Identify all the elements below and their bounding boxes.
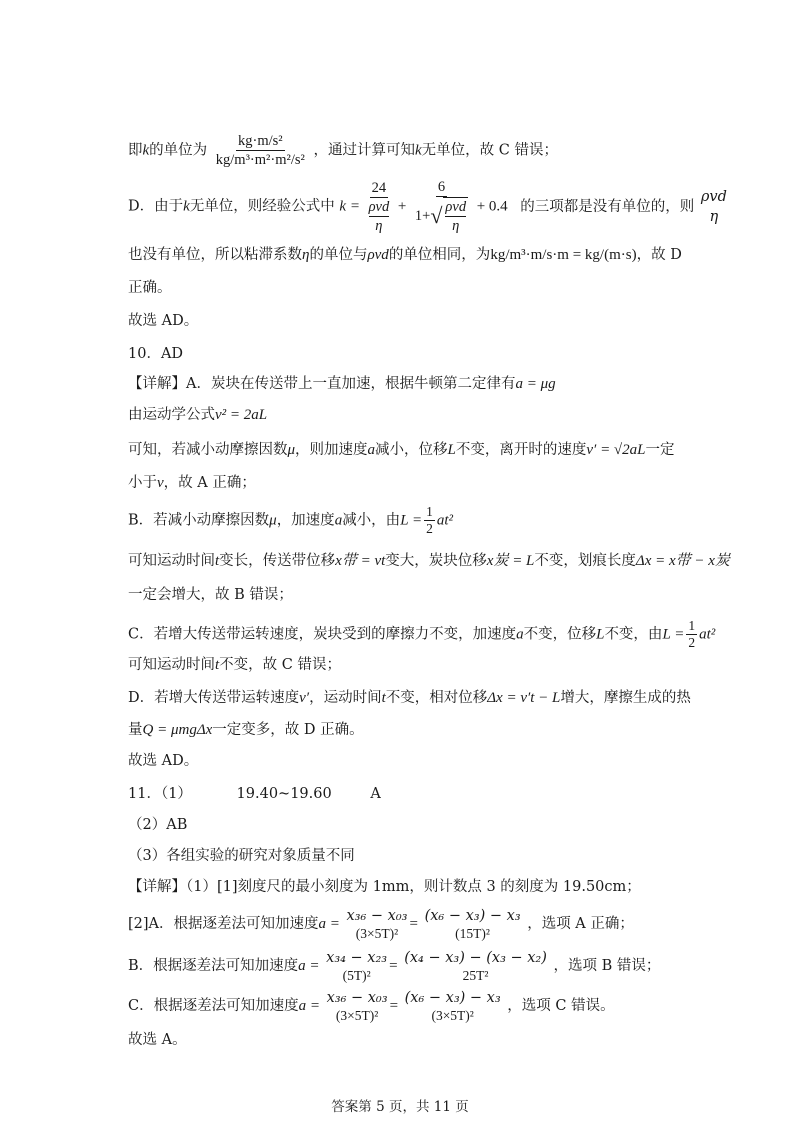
text: 的单位相同，为 <box>388 247 491 263</box>
sqrt-icon: √ <box>430 203 443 228</box>
fraction-numerator: (x₆ − x₃) − x₃ <box>424 908 521 924</box>
equation-l: L = <box>662 626 685 643</box>
fraction-denominator: 2 <box>426 521 433 536</box>
page-footer: 答案第 5 页，共 11 页 <box>331 1099 469 1115</box>
formula-term-1 <box>367 179 392 235</box>
line-choose-a: 故选 A。 <box>128 1032 187 1048</box>
var-a: a <box>334 512 343 529</box>
line-option-b <box>128 504 453 537</box>
line-option-a <box>128 440 675 460</box>
question-number: 11．（1） <box>128 786 192 802</box>
half-fraction <box>424 504 435 537</box>
equation: Q = μmgΔx <box>142 722 213 738</box>
formula-term-2 <box>413 178 470 235</box>
answer-choice: A <box>370 786 381 802</box>
var-a: a <box>367 442 376 458</box>
sqrt-content <box>443 197 468 235</box>
text: 一定 <box>645 442 675 458</box>
line-choose-ad: 故选 AD。 <box>128 313 199 329</box>
equation: x带 = vt <box>335 553 386 569</box>
text: 不变，相对位移 <box>385 690 488 706</box>
line-method-c <box>128 988 615 1024</box>
equation: x炭 = L <box>486 553 535 569</box>
equation: Δx = x带 − x炭 <box>635 553 730 569</box>
text: 增大，摩擦生成的热 <box>560 690 691 706</box>
line-viscosity-unit <box>128 245 682 265</box>
fraction-numerator: ρvd <box>700 188 727 205</box>
var-mu: μ <box>287 442 296 458</box>
var-mu: μ <box>269 512 277 529</box>
text: 变长，传送带位移 <box>219 553 336 569</box>
equals-sign: = <box>389 958 398 974</box>
line-option-c <box>128 618 715 651</box>
line-option-a-cont <box>128 473 256 493</box>
question-11-part-3: （3）各组实验的研究对象质量不同 <box>128 848 355 864</box>
var-t: t <box>215 553 220 569</box>
equation-at2: at² <box>699 626 716 643</box>
fraction-denominator: kg/m³·m²·m²/s² <box>215 152 305 168</box>
question-10-answer: 10．AD <box>128 346 184 362</box>
text: D．若增大传送带运转速度 <box>128 690 300 706</box>
var-v: v <box>157 475 164 491</box>
fraction-denominator: (3×5T)² <box>335 1008 379 1023</box>
fraction-numerator: 1 <box>426 504 433 519</box>
fraction-denominator: (5T)² <box>342 968 371 983</box>
text: 减小，位移 <box>375 442 448 458</box>
var-eta: η <box>302 247 310 263</box>
equation: a = μg <box>515 376 556 392</box>
fraction-denominator: 25T² <box>462 968 489 983</box>
rho-v-d: ρvd <box>445 199 467 215</box>
var-l: L <box>596 626 605 643</box>
text: 可知运动时间 <box>128 657 215 673</box>
fraction-numerator: 24 <box>371 179 387 196</box>
unit-expression: kg/m³·m/s·m = kg/(m·s) <box>490 247 637 263</box>
line-empirical-formula <box>128 178 729 235</box>
text: D．由于 <box>128 198 184 215</box>
fraction-denominator: (3×5T)² <box>355 926 399 941</box>
text: C．根据逐差法可知加速度 <box>128 998 299 1014</box>
text: 不变，由 <box>604 626 663 643</box>
line-method-a <box>128 906 634 942</box>
fraction-numerator: kg·m/s² <box>238 133 283 149</box>
fraction-1 <box>327 988 388 1024</box>
text: ，则加速度 <box>295 442 368 458</box>
text: 无单位，则经验公式中 <box>189 198 335 215</box>
var-t: t <box>215 657 220 673</box>
eta: η <box>452 218 460 234</box>
var-a: a = <box>298 958 320 974</box>
fraction-denominator: 2 <box>688 635 696 650</box>
text: 的单位与 <box>309 247 368 263</box>
fraction-1 <box>326 948 387 984</box>
fraction-2 <box>404 948 547 984</box>
var-a: a <box>516 626 524 643</box>
constant-term: + 0.4 <box>476 198 508 215</box>
text: 可知运动时间 <box>128 553 215 569</box>
dimensionless-group <box>701 187 727 227</box>
text: 变大，炭块位移 <box>385 553 487 569</box>
text: 一定变多，故 D 正确。 <box>212 722 364 738</box>
text: 量 <box>128 722 143 738</box>
equals-sign: = <box>389 998 399 1014</box>
var-k: k <box>183 198 190 215</box>
line-correct: 正确。 <box>128 280 172 296</box>
text: ，通过计算可知 <box>313 142 415 159</box>
line-choose-ad-2: 故选 AD。 <box>128 753 199 769</box>
line-option-c-cont <box>128 655 341 675</box>
var-l: L <box>447 442 456 458</box>
plus-sign: + <box>397 198 407 215</box>
line-method-b <box>128 948 660 984</box>
equals-sign: = <box>409 916 418 932</box>
var-rho-v-d: ρvd <box>367 247 389 263</box>
fraction-1 <box>347 906 408 942</box>
text: 无单位，故 C 错误； <box>421 142 558 159</box>
text: 的单位为 <box>149 142 208 159</box>
formula-k: k = <box>339 198 360 215</box>
equation-at2: at² <box>436 512 454 529</box>
fraction-2 <box>405 988 501 1024</box>
text: ，运动时间 <box>309 690 382 706</box>
text: 可知，若减小动摩擦因数 <box>128 442 288 458</box>
text: 减小，由 <box>342 512 401 529</box>
question-11-part-2: （2）AB <box>128 817 188 833</box>
line-option-d-cont <box>128 720 364 740</box>
half-fraction <box>686 618 697 651</box>
text: ，加速度 <box>276 512 335 529</box>
line-option-b-result: 一定会增大，故 B 错误； <box>128 587 293 603</box>
fraction-numerator: 6 <box>437 179 446 195</box>
text: ，选项 C 错误。 <box>507 998 615 1014</box>
fraction-denominator <box>367 198 392 235</box>
one-plus: 1+ <box>414 208 431 224</box>
text: 不变，离开时的速度 <box>455 442 587 458</box>
answer-range: 19.40~19.60 <box>236 786 332 802</box>
fraction-denominator: (15T)² <box>455 926 490 941</box>
var-a: a = <box>298 998 320 1014</box>
text: ，选项 A 正确； <box>527 916 634 932</box>
fraction-numerator: x₃₆ − x₀₃ <box>326 990 388 1006</box>
line-k-unit <box>128 132 558 169</box>
fraction-numerator: x₃₆ − x₀₃ <box>346 908 408 924</box>
text: [2]A．根据逐差法可知加速度 <box>128 916 319 932</box>
fraction-numerator: (x₄ − x₃) − (x₃ − x₂) <box>404 950 547 966</box>
var-a: a = <box>318 916 340 932</box>
text: B．根据逐差法可知加速度 <box>128 958 299 974</box>
fraction-numerator: (x₆ − x₃) − x₃ <box>404 990 501 1006</box>
question-11-part-1 <box>128 784 381 804</box>
fraction-denominator <box>413 197 470 235</box>
fraction-numerator: 1 <box>688 618 696 633</box>
text: 的三项都是没有单位的，则 <box>520 198 695 215</box>
equation: v′ = √2aL <box>586 442 646 458</box>
line-detail-scale: 【详解】（1）[1]刻度尺的最小刻度为 1mm，则计数点 3 的刻度为 19.50cm； <box>128 879 641 895</box>
var-t: t <box>381 690 386 706</box>
fraction-denominator: η <box>709 208 719 225</box>
text: 不变，故 C 错误； <box>219 657 341 673</box>
eta: η <box>375 217 383 234</box>
fraction-2 <box>425 906 521 942</box>
equation: v² = 2aL <box>215 407 268 423</box>
var-v-prime: v′ <box>299 690 310 706</box>
equation: Δx = v′t − L <box>487 690 561 706</box>
fraction-denominator: (3×5T)² <box>431 1008 474 1023</box>
text: 由运动学公式 <box>128 407 215 423</box>
text: ，故 D <box>636 247 682 263</box>
text: B．若减小动摩擦因数 <box>128 512 270 529</box>
text: 也没有单位，所以粘滞系数 <box>128 247 302 263</box>
var-k: k <box>142 142 150 159</box>
text: 【详解】A．炭块在传送带上一直加速，根据牛顿第二定律有 <box>128 376 516 392</box>
text: 小于 <box>128 475 157 491</box>
line-option-b-cont <box>128 551 730 571</box>
rho-v-d: ρvd <box>368 198 390 215</box>
text: 不变，位移 <box>523 626 597 643</box>
unit-fraction <box>214 132 307 169</box>
line-option-d <box>128 688 691 708</box>
text: C．若增大传送带运转速度，炭块受到的摩擦力不变，加速度 <box>128 626 517 643</box>
line-kinematics <box>128 405 267 425</box>
line-newton <box>128 374 556 394</box>
text: 不变，划痕长度 <box>534 553 636 569</box>
var-k: k <box>414 142 422 159</box>
text: ，选项 B 错误； <box>553 958 661 974</box>
equation-l: L = <box>400 512 423 529</box>
fraction-numerator: x₃₄ − x₂₃ <box>326 950 388 966</box>
text: ，故 A 正确； <box>163 475 256 491</box>
text: 即 <box>128 142 143 159</box>
